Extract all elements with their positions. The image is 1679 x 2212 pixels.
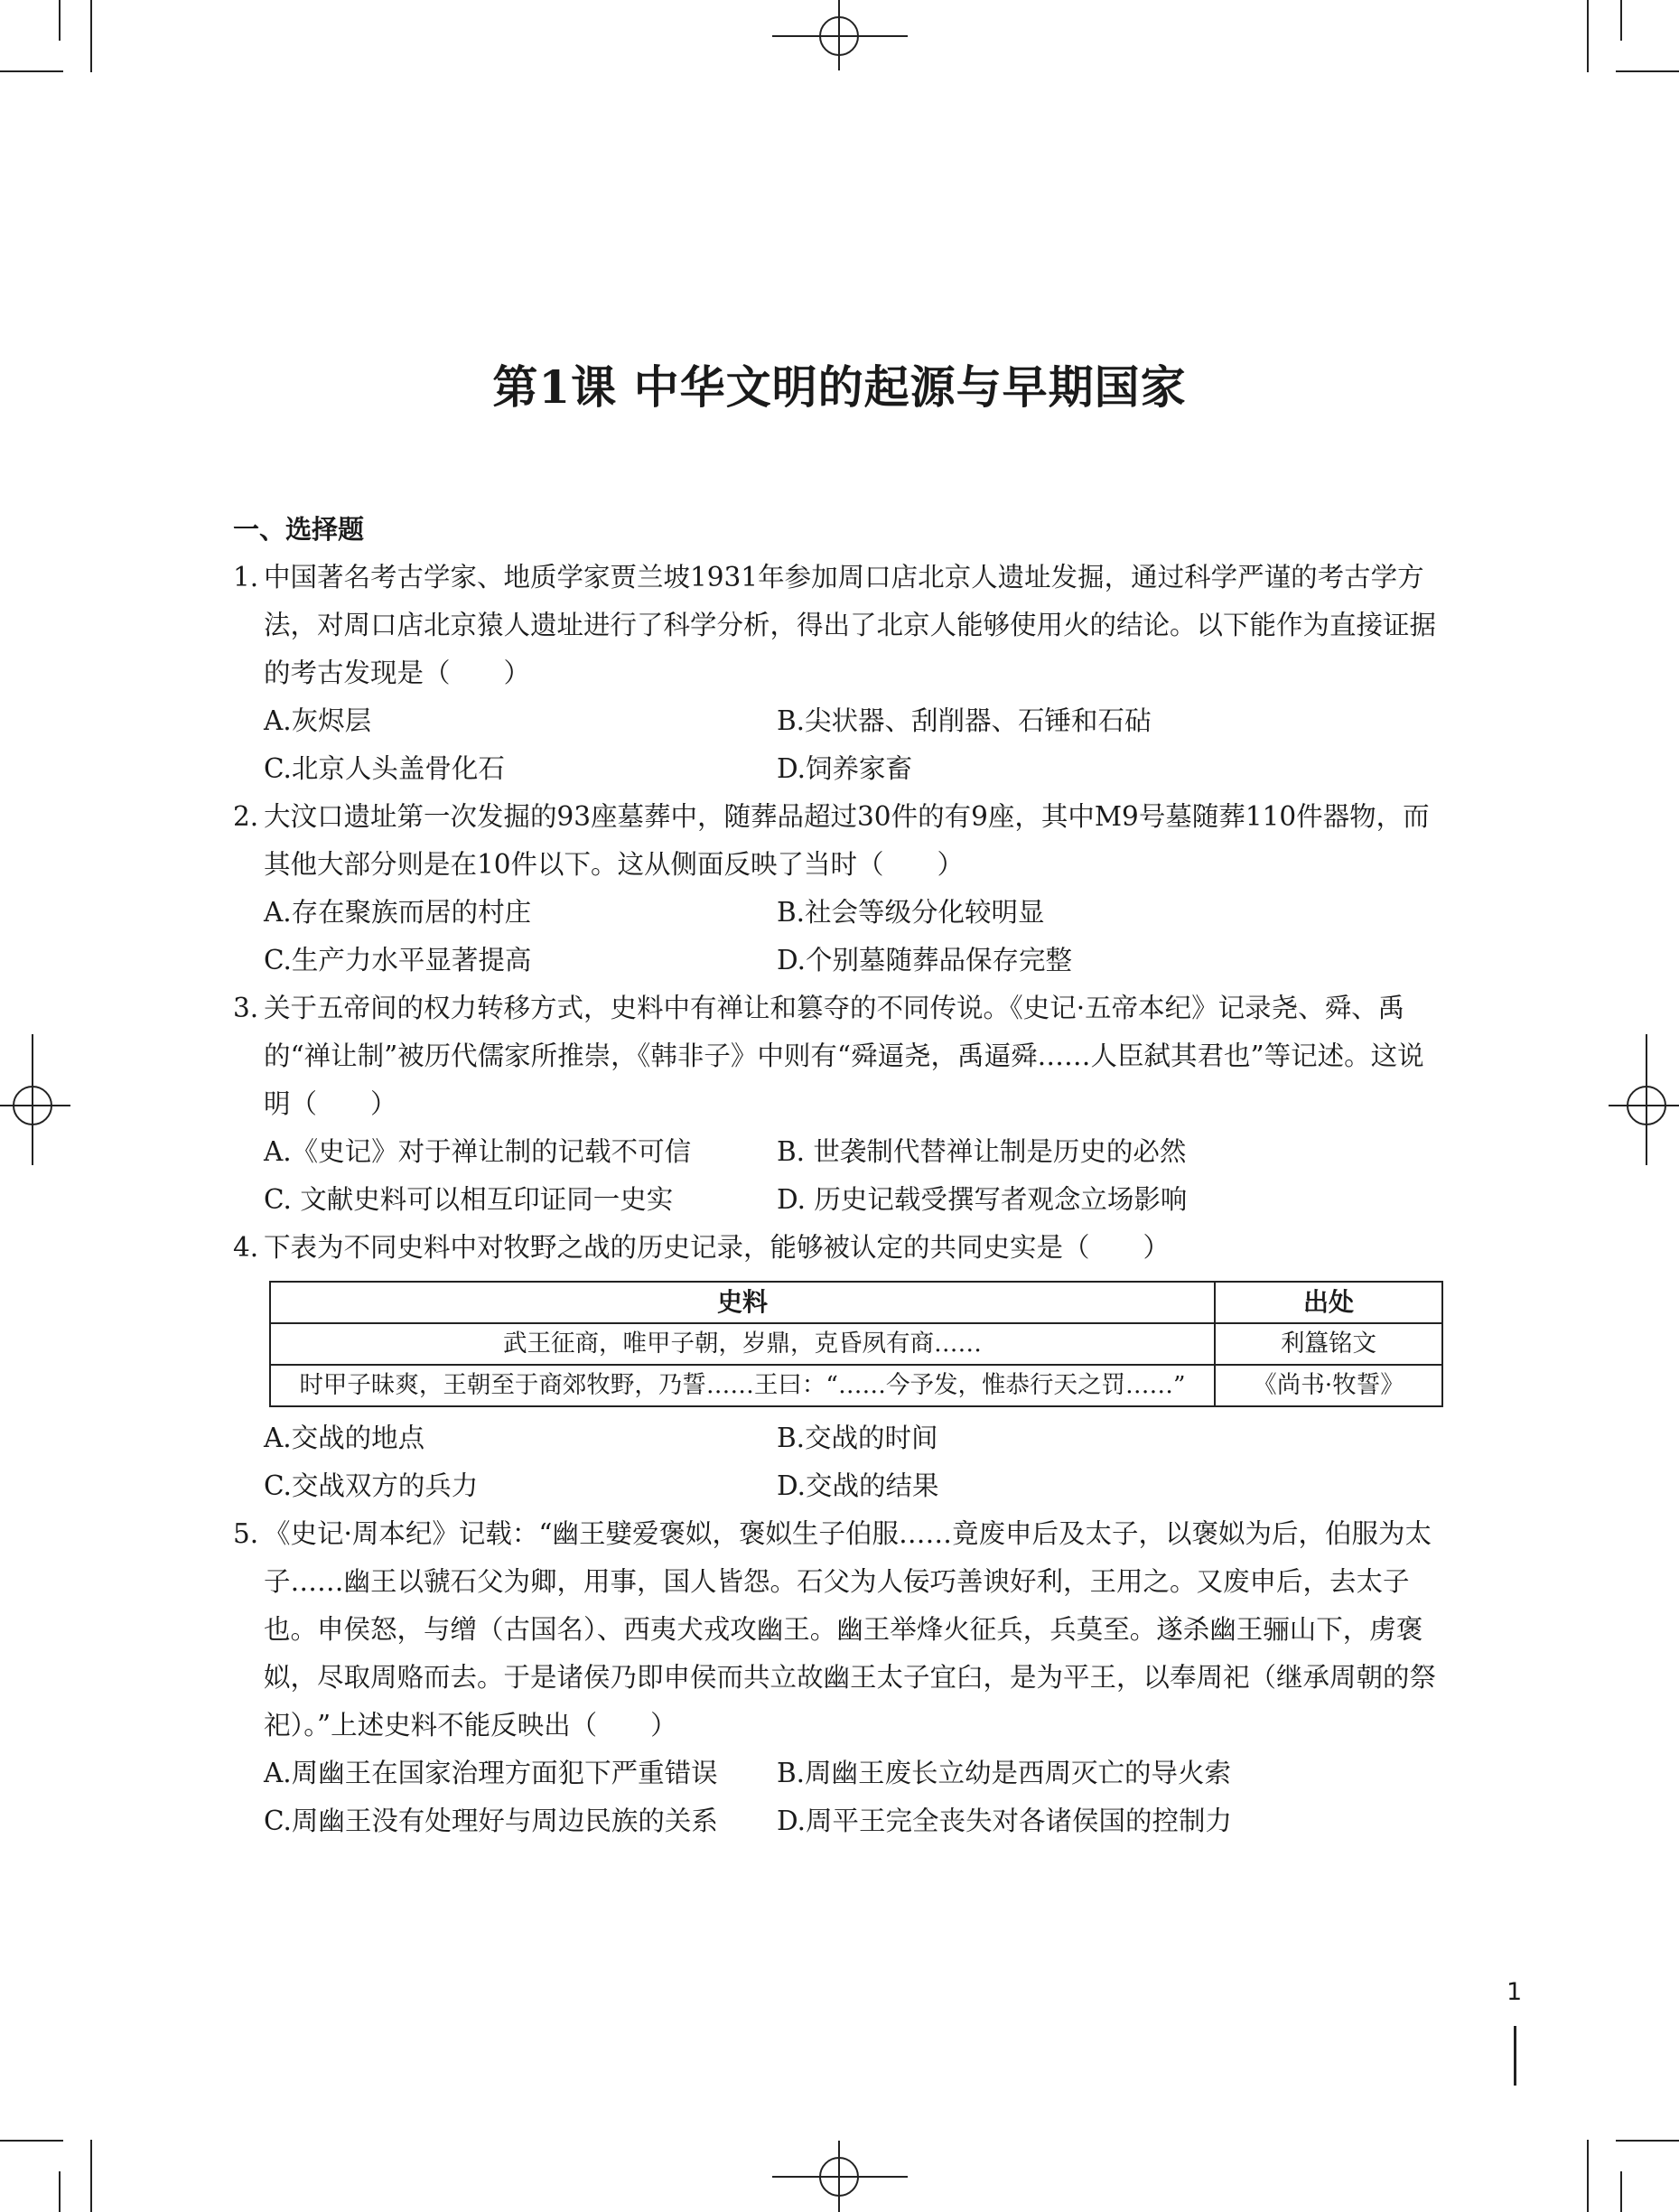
option-b[interactable]: B.交战的时间: [777, 1423, 938, 1453]
crop-mark: [0, 2140, 63, 2142]
question-stem: 关于五帝间的权力转移方式，史料中有禅让和篡夺的不同传说。《史记·五帝本纪》记录尧、舜、禹的“禅让制”被历代儒家所推崇，《韩非子》中则有“舜逼尧，禹逼舜……人臣弑其君也”等记述。这说明（ ）: [264, 993, 1424, 1119]
crop-mark: [90, 2140, 92, 2212]
question-section: [233, 506, 1448, 1845]
table-cell: 《尚书·牧誓》: [1215, 1365, 1442, 1406]
crop-mark: [1620, 0, 1622, 41]
table-cell: 利簋铭文: [1215, 1323, 1442, 1365]
question-2: [233, 793, 1448, 889]
options-5: [233, 1750, 1448, 1845]
option-b[interactable]: B. 世袭制代替禅让制是历史的必然: [777, 1136, 1187, 1167]
table-cell: 时甲子昧爽，王朝至于商郊牧野，乃誓……王曰：“……今予发，惟恭行天之罚……”: [270, 1365, 1215, 1406]
question-5: [233, 1510, 1448, 1750]
table-header: 史料: [270, 1282, 1215, 1323]
option-b[interactable]: B.尖状器、刮削器、石锤和石砧: [777, 705, 1152, 736]
option-d[interactable]: D.个别墓随葬品保存完整: [777, 945, 1072, 975]
page-title: 第1课 中华文明的起源与早期国家: [492, 359, 1187, 414]
page-number-rule: [1514, 2026, 1516, 2086]
table-cell: 武王征商，唯甲子朝，岁鼎，克昏夙有商……: [270, 1323, 1215, 1365]
question-stem: 《史记·周本纪》记载：“幽王嬖爱褒姒，褒姒生子伯服……竟废申后及太子，以褒姒为后，伯服为太子……幽王以虢石父为卿，用事，国人皆怨。石父为人佞巧善谀好利，王用之。又废申后，去太子也。申侯怒，与缯（古国名）、西夷犬戎攻幽王。幽王举烽火征兵，兵莫至。遂杀幽王骊山下，虏褒姒，尽取周赂而去。于是诸侯乃即申侯而共立故幽王太子宜臼，是为平王，以奉周祀（继承周朝的祭祀）。”上述史料不能反映出（ ）: [264, 1518, 1437, 1741]
crop-mark: [1616, 70, 1679, 72]
options-4: [233, 1414, 1448, 1510]
option-a[interactable]: A.灰烬层: [264, 705, 372, 736]
question-stem: 大汶口遗址第一次发掘的93座墓葬中，随葬品超过30件的有9座，其中M9号墓随葬110件器物，而其他大部分则是在10件以下。这从侧面反映了当时（ ）: [264, 801, 1430, 880]
question-stem: 下表为不同史料中对牧野之战的历史记录，能够被认定的共同史实是（ ）: [264, 1232, 1171, 1263]
table-header-row: [270, 1282, 1442, 1323]
option-c[interactable]: C. 文献史料可以相互印证同一史实: [264, 1184, 674, 1215]
option-d[interactable]: D. 历史记载受撰写者观念立场影响: [777, 1184, 1188, 1215]
crop-mark: [1620, 2171, 1622, 2212]
page-number: 1: [1506, 1978, 1523, 2006]
crop-mark: [90, 0, 92, 72]
option-d[interactable]: D.周平王完全丧失对各诸侯国的控制力: [777, 1806, 1232, 1836]
options-2: [233, 889, 1448, 985]
question-number: 5.: [233, 1518, 259, 1549]
option-c[interactable]: C.北京人头盖骨化石: [264, 753, 505, 784]
crop-mark: [1616, 2140, 1679, 2142]
option-c[interactable]: C.交战双方的兵力: [264, 1470, 479, 1501]
table-row: [270, 1365, 1442, 1406]
option-a[interactable]: A.存在聚族而居的村庄: [264, 897, 532, 928]
question-number: 1.: [233, 562, 259, 593]
question-number: 2.: [233, 801, 259, 832]
table-header: 出处: [1215, 1282, 1442, 1323]
option-c[interactable]: C.生产力水平显著提高: [264, 945, 532, 975]
crop-mark: [1587, 0, 1589, 72]
options-1: [233, 697, 1448, 793]
section-heading: 一、选择题: [233, 514, 365, 545]
option-a[interactable]: A.《史记》对于禅让制的记载不可信: [264, 1136, 692, 1167]
option-d[interactable]: D.交战的结果: [777, 1470, 939, 1501]
option-a[interactable]: A.交战的地点: [264, 1423, 425, 1453]
crop-mark: [59, 0, 61, 41]
question-4: [233, 1224, 1448, 1272]
question-number: 3.: [233, 993, 259, 1023]
option-c[interactable]: C.周幽王没有处理好与周边民族的关系: [264, 1806, 718, 1836]
crop-mark: [59, 2171, 61, 2212]
options-3: [233, 1128, 1448, 1224]
crop-mark: [0, 70, 63, 72]
option-a[interactable]: A.周幽王在国家治理方面犯下严重错误: [264, 1758, 718, 1788]
question-number: 4.: [233, 1232, 259, 1263]
question-3: [233, 985, 1448, 1128]
option-b[interactable]: B.社会等级分化较明显: [777, 897, 1045, 928]
source-table: [269, 1281, 1443, 1407]
question-1: [233, 554, 1448, 697]
option-b[interactable]: B.周幽王废长立幼是西周灭亡的导火索: [777, 1758, 1232, 1788]
question-stem: 中国著名考古学家、地质学家贾兰坡1931年参加周口店北京人遗址发掘，通过科学严谨的考古学方法，对周口店北京猿人遗址进行了科学分析，得出了北京人能够使用火的结论。以下能作为直接证据的考古发现是（ ）: [264, 562, 1437, 688]
crop-mark: [1587, 2140, 1589, 2212]
option-d[interactable]: D.饲养家畜: [777, 753, 912, 784]
table-row: [270, 1323, 1442, 1365]
